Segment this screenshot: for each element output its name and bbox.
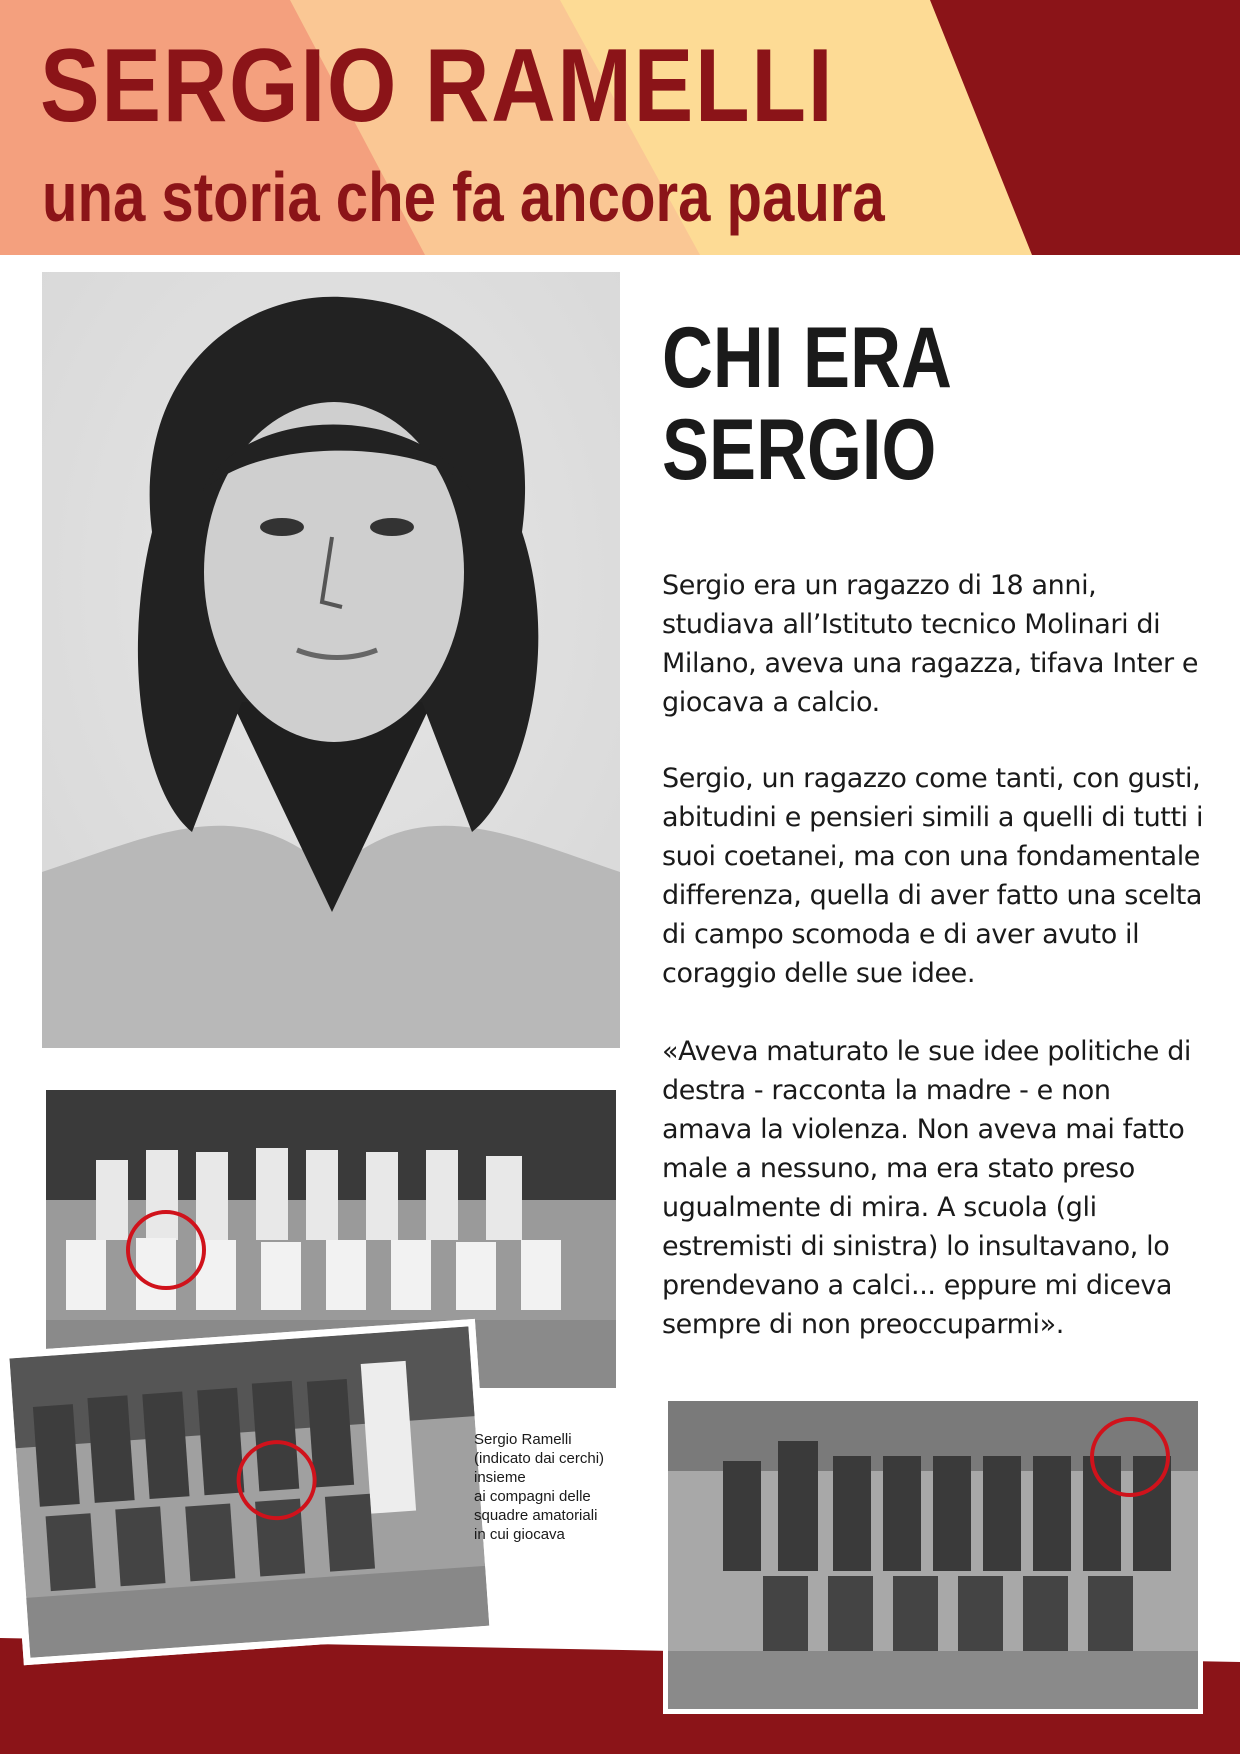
main-title: SERGIO RAMELLI xyxy=(40,28,835,144)
caption-line: in cui giocava xyxy=(474,1526,565,1543)
paragraph-2: Sergio, un ragazzo come tanti, con gusti, abitudini e pensieri simili a quelli di tutti i suoi coetanei, ma con una fondamentale differenza, quella di aver fatto una scelta di campo scomoda e di aver avuto il coraggio delle sue idee. xyxy=(662,763,1204,989)
section-title-line-1: CHI ERA xyxy=(662,310,952,406)
team-photo-2 xyxy=(2,1319,497,1665)
paragraph-3: «Aveva maturato le sue idee politiche di destra - racconta la madre - e non amava la violenza. Non aveva mai fatto male a nessuno, ma era stato preso ugualmente di mira. A scuola (gli estremisti di sinistra) lo insultavano, lo prendevano a calci... eppure mi diceva sempre di non preoccuparmi». xyxy=(662,1036,1192,1340)
main-subtitle: una storia che fa ancora paura xyxy=(42,158,885,236)
portrait-photo xyxy=(42,272,620,1048)
caption-line: squadre amatoriali xyxy=(474,1507,598,1524)
team-photo-3 xyxy=(663,1396,1203,1714)
paragraph-1: Sergio era un ragazzo di 18 anni, studiava all’Istituto tecnico Molinari di Milano, aveva una ragazza, tifava Inter e giocava a calcio. xyxy=(662,570,1199,718)
caption-line: Sergio Ramelli xyxy=(474,1431,572,1448)
section-title xyxy=(662,312,952,496)
photo-caption xyxy=(474,1430,644,1544)
caption-line: (indicato dai cerchi) xyxy=(474,1450,605,1467)
caption-line: insieme xyxy=(474,1469,526,1486)
section-title-line-2: SERGIO xyxy=(662,402,937,498)
caption-line: ai compagni delle xyxy=(474,1488,591,1505)
